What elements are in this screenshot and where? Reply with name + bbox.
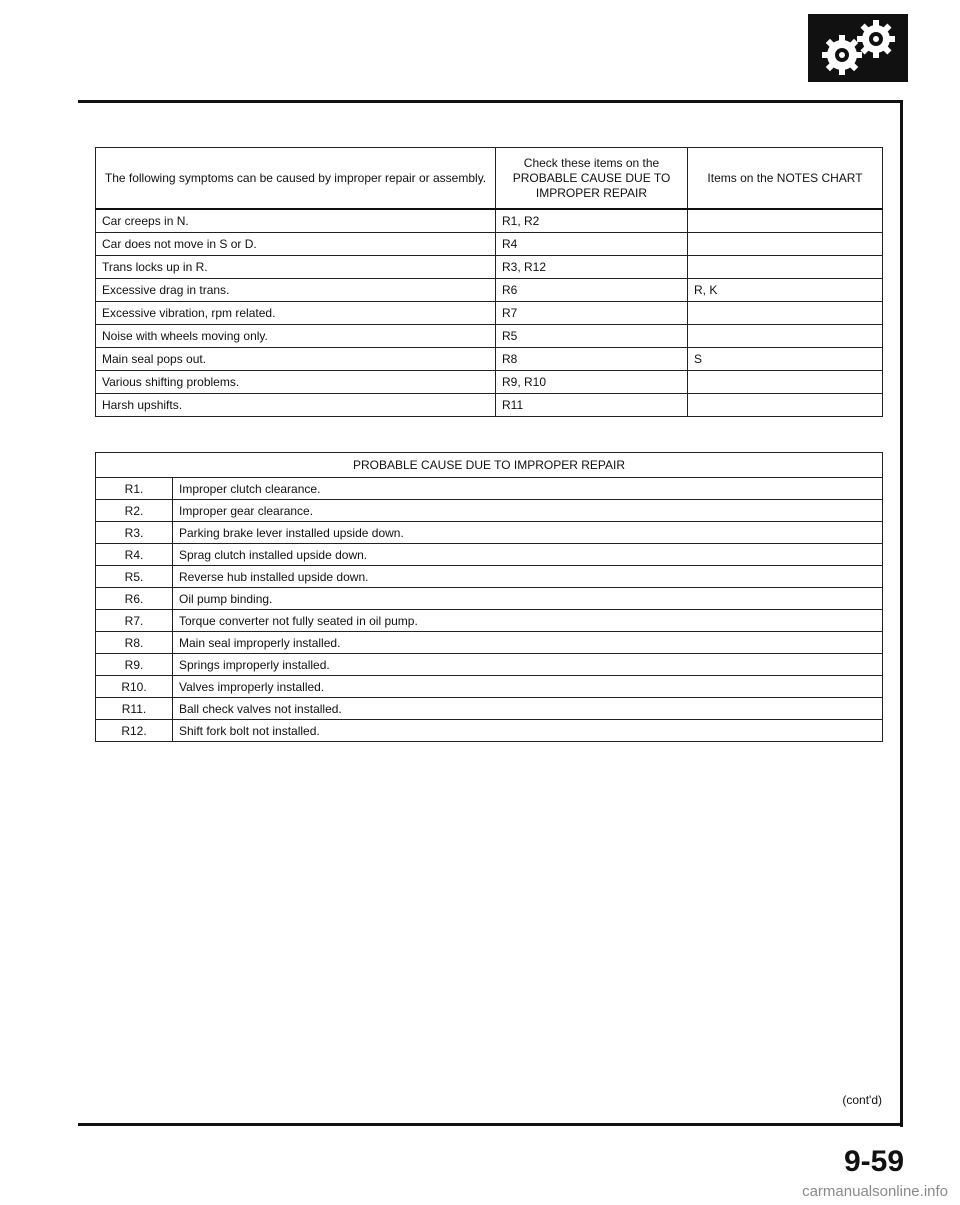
symptom-cell: Main seal pops out. [96,348,496,371]
notes-chart-column-header: Items on the NOTES CHART [688,148,883,210]
page-number: 9-59 [843,1145,904,1178]
check-items-cell: R1, R2 [496,209,688,233]
table-row [96,209,883,233]
table-row [96,522,883,544]
table-row [96,676,883,698]
cause-description-cell: Shift fork bolt not installed. [173,720,883,742]
cause-code-cell: R8. [96,632,173,654]
check-items-cell: R4 [496,233,688,256]
notes-cell [688,209,883,233]
table-row [96,371,883,394]
cause-code-cell: R3. [96,522,173,544]
watermark: carmanualsonline.info [802,1183,948,1200]
notes-cell [688,302,883,325]
notes-cell [688,371,883,394]
cause-description-cell: Torque converter not fully seated in oil pump. [173,610,883,632]
bottom-rule [78,1123,903,1126]
table-row [96,566,883,588]
cause-code-cell: R1. [96,478,173,500]
notes-cell [688,325,883,348]
table-row [96,325,883,348]
cause-description-cell: Main seal improperly installed. [173,632,883,654]
check-items-cell: R11 [496,394,688,417]
continued-note: (cont'd) [842,1093,882,1107]
check-items-cell: R9, R10 [496,371,688,394]
symptom-cell: Excessive drag in trans. [96,279,496,302]
cause-code-cell: R11. [96,698,173,720]
probable-cause-body [96,478,883,742]
check-items-cell: R3, R12 [496,256,688,279]
cause-description-cell: Sprag clutch installed upside down. [173,544,883,566]
table-row [96,500,883,522]
symptom-cell: Car creeps in N. [96,209,496,233]
top-rule [78,100,902,103]
table-row [96,256,883,279]
table-row [96,279,883,302]
right-frame-rule [900,100,903,1127]
table-row [96,698,883,720]
check-items-column-header: Check these items on the PROBABLE CAUSE DUE TO IMPROPER REPAIR [496,148,688,210]
cause-description-cell: Oil pump binding. [173,588,883,610]
cause-description-cell: Springs improperly installed. [173,654,883,676]
cause-code-cell: R9. [96,654,173,676]
symptoms-table-header [96,148,883,210]
symptom-cell: Car does not move in S or D. [96,233,496,256]
notes-cell [688,256,883,279]
symptoms-table [95,147,883,417]
table-row [96,632,883,654]
probable-cause-table [95,452,883,742]
symptom-cell: Excessive vibration, rpm related. [96,302,496,325]
symptom-column-header: The following symptoms can be caused by improper repair or assembly. [96,148,496,210]
table-row [96,394,883,417]
cause-code-cell: R10. [96,676,173,698]
table-row [96,302,883,325]
check-items-cell: R5 [496,325,688,348]
cause-code-cell: R7. [96,610,173,632]
cause-description-cell: Improper gear clearance. [173,500,883,522]
probable-cause-header [96,453,883,478]
check-items-cell: R8 [496,348,688,371]
symptom-cell: Harsh upshifts. [96,394,496,417]
cause-description-cell: Parking brake lever installed upside down. [173,522,883,544]
symptom-cell: Trans locks up in R. [96,256,496,279]
notes-cell: R, K [688,279,883,302]
gears-icon [808,14,908,82]
cause-code-cell: R6. [96,588,173,610]
check-items-cell: R7 [496,302,688,325]
notes-cell [688,233,883,256]
notes-cell: S [688,348,883,371]
cause-description-cell: Ball check valves not installed. [173,698,883,720]
cause-description-cell: Reverse hub installed upside down. [173,566,883,588]
table-row [96,233,883,256]
symptoms-table-body [96,209,883,417]
table-row [96,654,883,676]
cause-code-cell: R12. [96,720,173,742]
cause-description-cell: Improper clutch clearance. [173,478,883,500]
cause-code-cell: R2. [96,500,173,522]
notes-cell [688,394,883,417]
table-row [96,348,883,371]
table-row [96,588,883,610]
probable-cause-title: PROBABLE CAUSE DUE TO IMPROPER REPAIR [96,453,883,478]
table-row [96,544,883,566]
check-items-cell: R6 [496,279,688,302]
table-row [96,610,883,632]
cause-code-cell: R4. [96,544,173,566]
cause-description-cell: Valves improperly installed. [173,676,883,698]
symptom-cell: Various shifting problems. [96,371,496,394]
table-row [96,478,883,500]
table-row [96,720,883,742]
symptom-cell: Noise with wheels moving only. [96,325,496,348]
cause-code-cell: R5. [96,566,173,588]
